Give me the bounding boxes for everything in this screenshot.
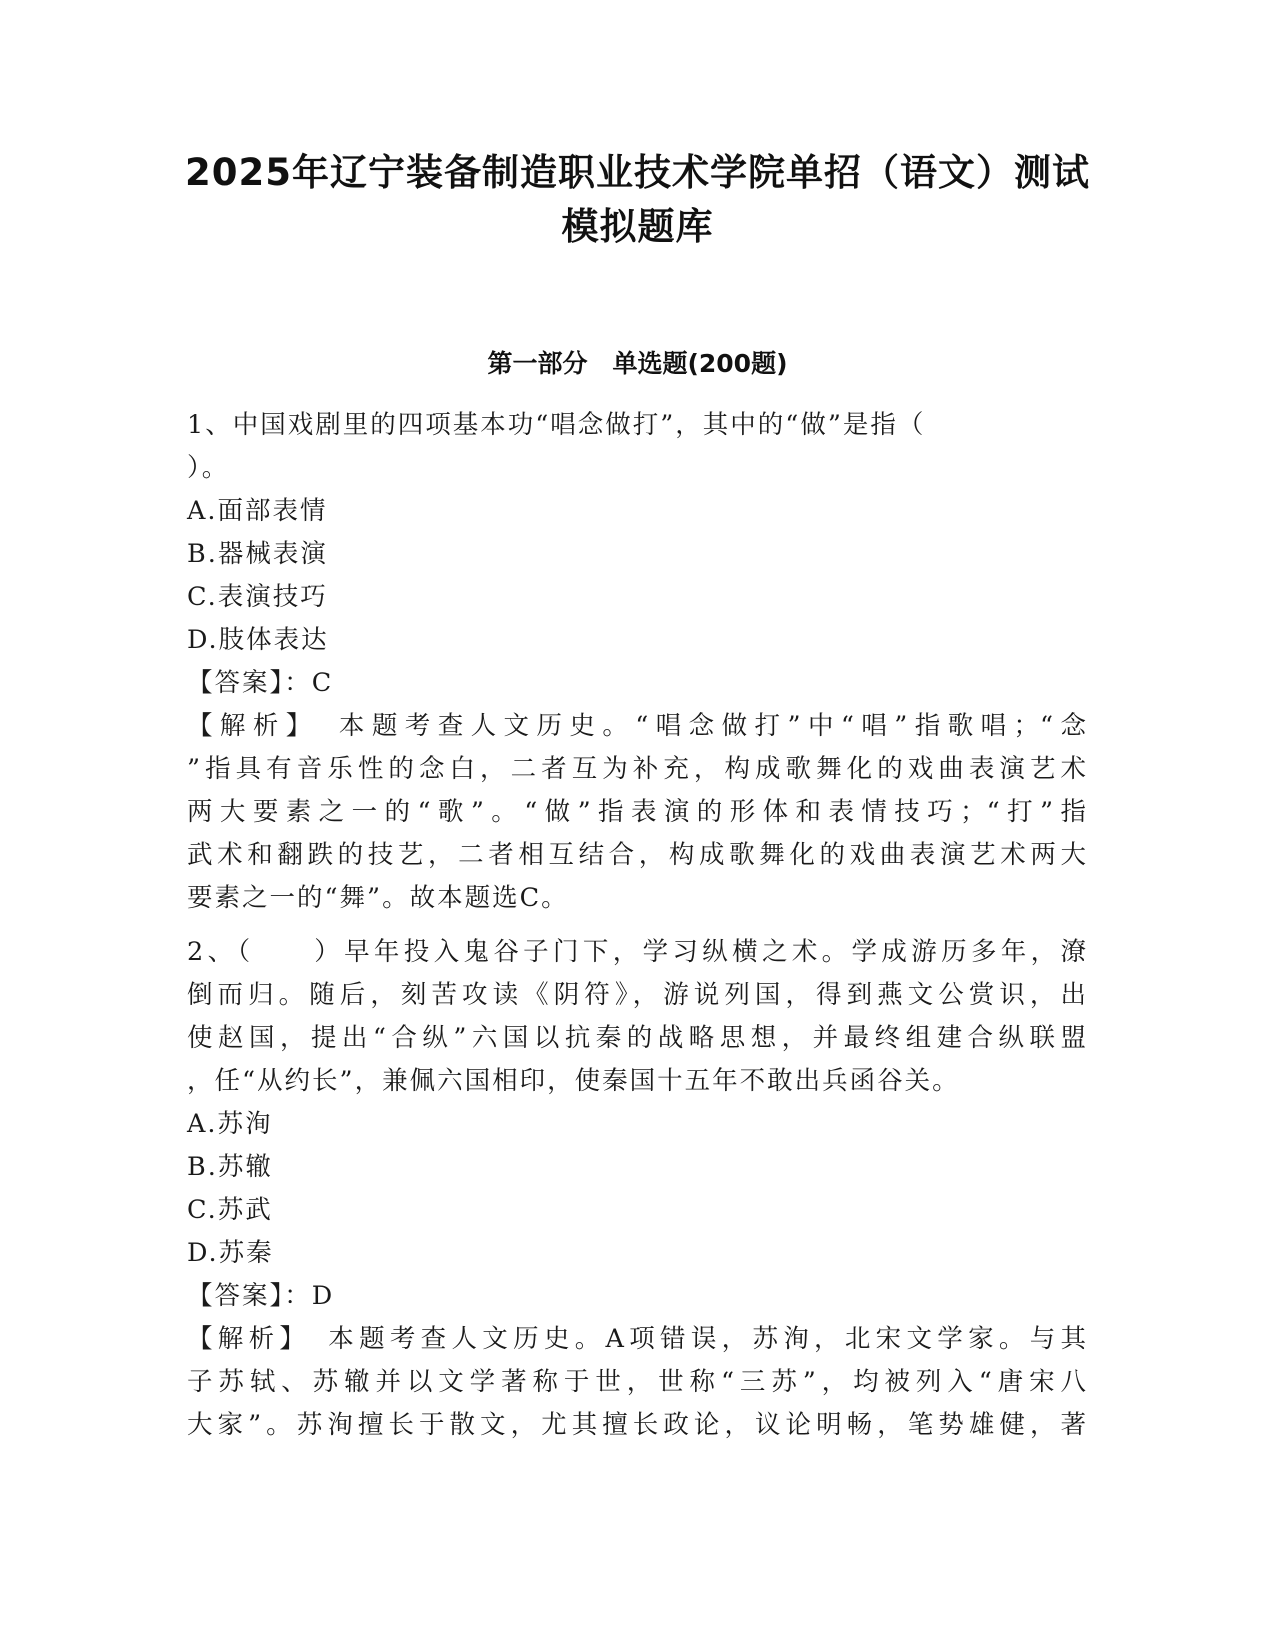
option-a: A.苏洵	[187, 1109, 273, 1139]
question-stem-line: 使赵国，提出“合纵”六国以抗秦的战略思想，并最终组建合纵联盟	[187, 1023, 1087, 1053]
analysis-line: 两大要素之一的“歌”。“做”指表演的形体和表情技巧；“打”指	[187, 797, 1087, 827]
document-title	[150, 146, 1125, 254]
section-heading: 第一部分 单选题(200题)	[487, 349, 788, 378]
analysis-line: 【解析】 本题考查人文历史。“唱念做打”中“唱”指歌唱；“念	[187, 711, 1087, 741]
answer-line: 【答案】：D	[187, 1281, 335, 1311]
answer-line: 【答案】：C	[187, 668, 334, 698]
analysis-line: ”指具有音乐性的念白，二者互为补充，构成歌舞化的戏曲表演艺术	[187, 754, 1087, 784]
analysis-line: 【解析】 本题考查人文历史。A项错误，苏洵，北宋文学家。与其	[187, 1324, 1087, 1354]
question-stem-line: 倒而归。随后，刻苦攻读《阴符》，游说列国，得到燕文公赏识，出	[187, 980, 1087, 1010]
question-stem-line: 1、中国戏剧里的四项基本功“唱念做打”，其中的“做”是指（	[187, 410, 926, 440]
analysis-line: 子苏轼、苏辙并以文学著称于世，世称“三苏”，均被列入“唐宋八	[187, 1367, 1087, 1397]
option-d: D.肢体表达	[187, 625, 329, 655]
question-list	[187, 404, 1087, 1447]
option-a: A.面部表情	[187, 496, 328, 526]
question-stem-line: ，任“从约长”，兼佩六国相印，使秦国十五年不敢出兵函谷关。	[187, 1066, 960, 1096]
question-stem-line: 2、（ ）早年投入鬼谷子门下，学习纵横之术。学成游历多年，潦	[187, 937, 1087, 967]
option-c: C.苏武	[187, 1195, 273, 1225]
question-1	[187, 404, 1087, 920]
analysis-line: 大家”。苏洵擅长于散文，尤其擅长政论，议论明畅，笔势雄健，著	[187, 1410, 1087, 1440]
analysis-line: 要素之一的“舞”。故本题选C。	[187, 883, 569, 913]
option-b: B.器械表演	[187, 539, 328, 569]
title-line-1: 2025年辽宁装备制造职业技术学院单招（语文）测试	[185, 151, 1090, 194]
analysis-line: 武术和翻跌的技艺，二者相互结合，构成歌舞化的戏曲表演艺术两大	[187, 840, 1087, 870]
question-2	[187, 931, 1087, 1447]
option-d: D.苏秦	[187, 1238, 274, 1268]
title-line-2: 模拟题库	[561, 205, 714, 248]
question-stem-line: ）。	[187, 453, 230, 483]
option-b: B.苏辙	[187, 1152, 273, 1182]
option-c: C.表演技巧	[187, 582, 328, 612]
question-spacer	[187, 920, 1087, 931]
